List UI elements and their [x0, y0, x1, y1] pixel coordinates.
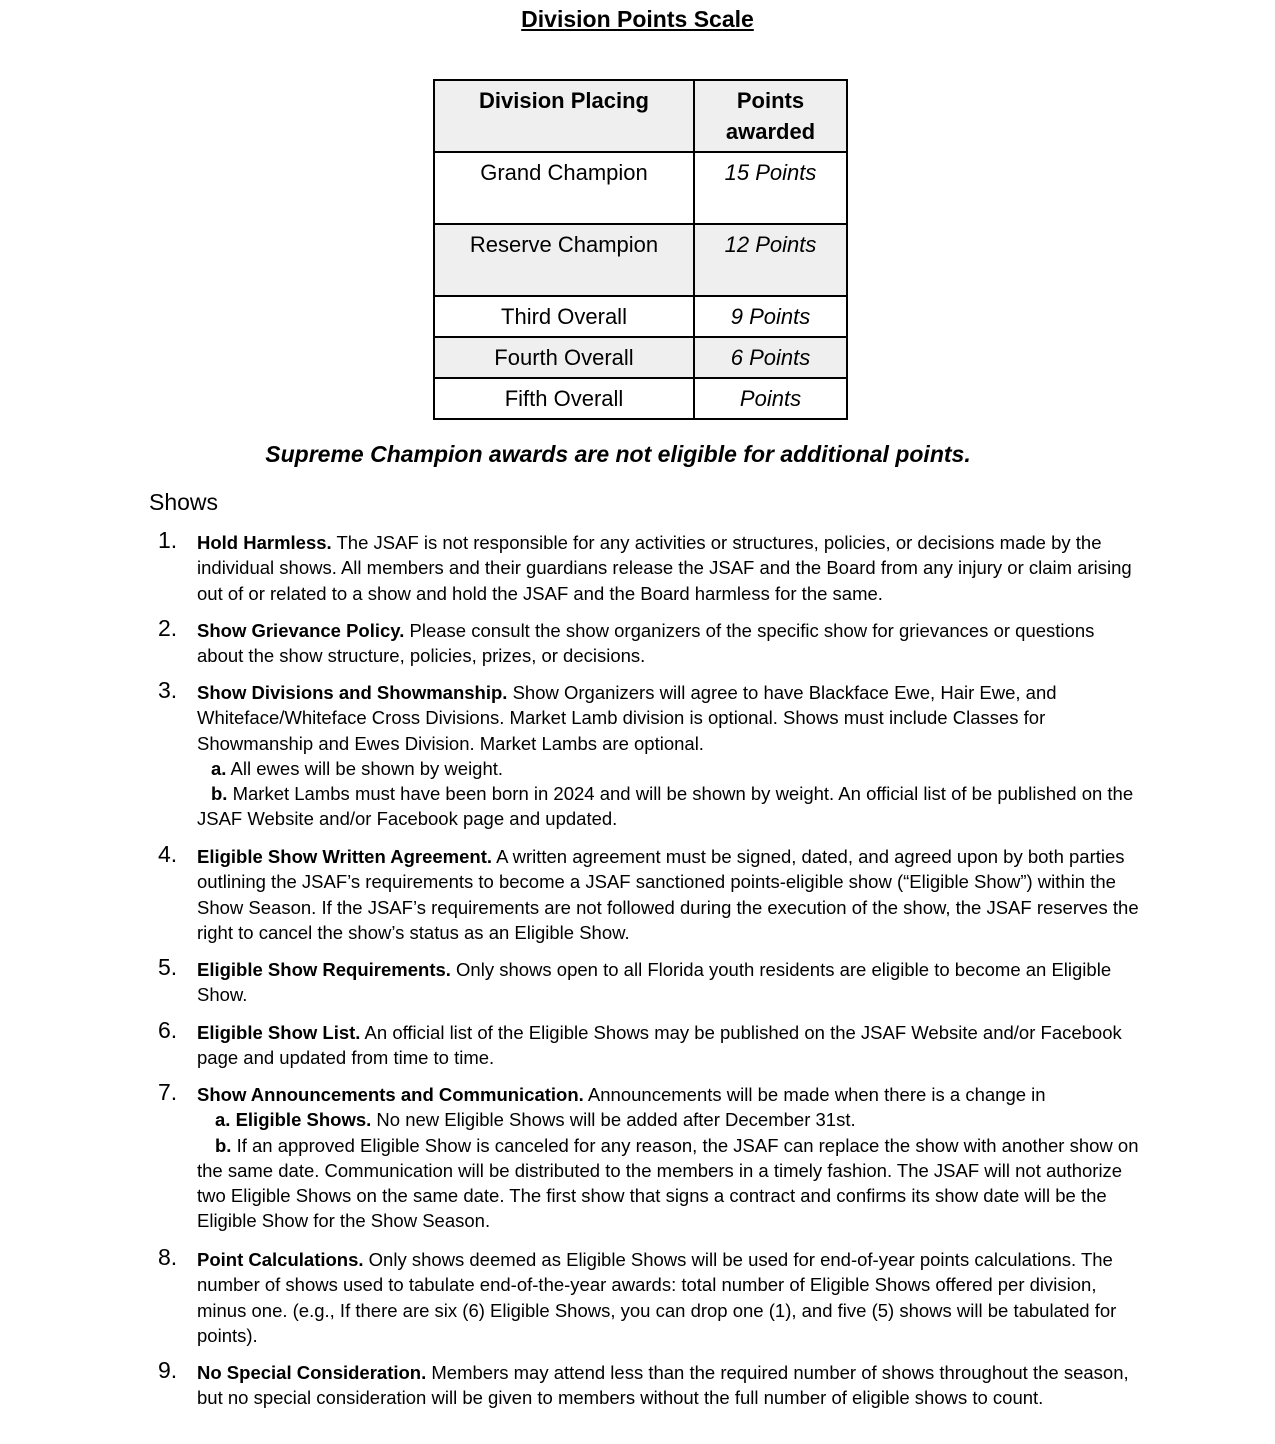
placing-cell: Reserve Champion [434, 224, 694, 296]
sub-label: a. Eligible Shows. [215, 1109, 372, 1131]
rule-body: Please consult the show organizers of the specific show for grievances or questions about the show structure, policies, prizes, or decisions. [197, 620, 1095, 667]
sub-item [197, 781, 1142, 832]
rule-body: Members may attend less than the required number of shows throughout the season, but no special consideration will be given to members without the full number of eligible shows to count. [197, 1362, 1129, 1409]
rule-text [197, 680, 1142, 832]
rule-body: Show Organizers will agree to have Blackface Ewe, Hair Ewe, and Whiteface/Whiteface Cross Divisions. Market Lamb division is optional. Shows must include Classes for Showmanship and Ewes Division. Market Lambs are optional. [197, 682, 1057, 754]
rule-number: 6. [158, 1017, 178, 1043]
rule-title: Show Announcements and Communication. [197, 1084, 584, 1105]
sub-item [197, 1133, 1142, 1234]
rule-text [197, 957, 1142, 1008]
placing-cell: Grand Champion [434, 152, 694, 224]
table-header-row [434, 80, 847, 152]
rule-body: The JSAF is not responsible for any activities or structures, policies, or decisions made by the individual shows. All members and their guardians release the JSAF and the Board from any injury or claim arising out of or related to a show and hold the JSAF and the Board harmless for the same. [197, 532, 1132, 604]
rule-body: An official list of the Eligible Shows may be published on the JSAF Website and/or Facebook page and updated from time to time. [197, 1022, 1122, 1069]
points-cell: 15 Points [694, 152, 847, 224]
rule-number: 7. [158, 1079, 178, 1105]
sub-label: a. [211, 757, 227, 779]
points-cell: Points [694, 378, 847, 419]
placing-cell: Fourth Overall [434, 337, 694, 378]
sub-item [197, 1107, 1142, 1132]
placing-cell: Third Overall [434, 296, 694, 337]
rule-title: No Special Consideration. [197, 1362, 427, 1383]
rule-title: Eligible Show Written Agreement. [197, 846, 493, 867]
table-row [434, 224, 847, 296]
rule-title: Eligible Show List. [197, 1022, 361, 1043]
rule-text [197, 844, 1142, 945]
sub-text: If an approved Eligible Show is canceled for any reason, the JSAF can replace the show with another show on the same date. Communication will be distributed to the members in a timely fashion. The JSAF will not authorize two Eligible Shows on the same date. The first show that signs a contract and confirms its show date will be the Eligible Show for the Show Season. [197, 1134, 1139, 1232]
rule-text [197, 618, 1142, 669]
supreme-champion-note: Supreme Champion awards are not eligible for additional points. [265, 441, 971, 467]
rule-number: 5. [158, 954, 178, 980]
rule-title: Point Calculations. [197, 1249, 364, 1270]
header-points-awarded: Points awarded [694, 80, 847, 152]
rule-title: Show Divisions and Showmanship. [197, 682, 508, 703]
table-row [434, 337, 847, 378]
rule-number: 4. [158, 841, 178, 867]
table-row [434, 378, 847, 419]
rule-body: Announcements will be made when there is a change in [583, 1084, 1046, 1105]
sub-text: No new Eligible Shows will be added after December 31st. [371, 1109, 856, 1131]
rule-title: Hold Harmless. [197, 532, 332, 553]
page-title: Division Points Scale [521, 6, 754, 32]
placing-cell: Fifth Overall [434, 378, 694, 419]
rule-title: Eligible Show Requirements. [197, 959, 451, 980]
points-cell: 12 Points [694, 224, 847, 296]
rule-number: 8. [158, 1244, 178, 1270]
table-row [434, 152, 847, 224]
rule-number: 1. [158, 527, 178, 553]
rule-body: Only shows deemed as Eligible Shows will be used for end-of-year points calculations. The number of shows used to tabulate end-of-the-year awards: total number of Eligible Shows offered per division, minus one. (e.g., If there are six (6) Eligible Shows, you can drop one (1), and five (5) shows will be tabulated for points). [197, 1249, 1117, 1346]
rule-number: 3. [158, 677, 178, 703]
sub-label: b. [215, 1134, 232, 1156]
shows-heading: Shows [149, 489, 219, 515]
table-row [434, 296, 847, 337]
rule-text [197, 1082, 1142, 1234]
sub-label: b. [211, 783, 228, 805]
points-cell: 9 Points [694, 296, 847, 337]
header-division-placing: Division Placing [434, 80, 694, 152]
sub-text: All ewes will be shown by weight. [226, 757, 504, 779]
rule-text [197, 530, 1142, 606]
rule-body: A written agreement must be signed, dated, and agreed upon by both parties outlining the JSAF’s requirements to become a JSAF sanctioned points-eligible show (“Eligible Show”) within the Show Season. If the JSAF’s requirements are not followed during the execution of the show, the JSAF reserves the right to cancel the show’s status as an Eligible Show. [197, 846, 1139, 943]
points-cell: 6 Points [694, 337, 847, 378]
sub-item [197, 756, 1142, 781]
sub-text: Market Lambs must have been born in 2024 and will be shown by weight. An official list of be published on the JSAF Website and/or Facebook page and updated. [197, 783, 1134, 830]
rule-text [197, 1020, 1142, 1071]
rule-number: 2. [158, 615, 178, 641]
rule-text [197, 1247, 1142, 1348]
rule-text [197, 1360, 1142, 1411]
rule-number: 9. [158, 1357, 178, 1383]
points-table [433, 79, 848, 420]
rule-title: Show Grievance Policy. [197, 620, 405, 641]
rule-body: Only shows open to all Florida youth residents are eligible to become an Eligible Show. [197, 959, 1112, 1006]
